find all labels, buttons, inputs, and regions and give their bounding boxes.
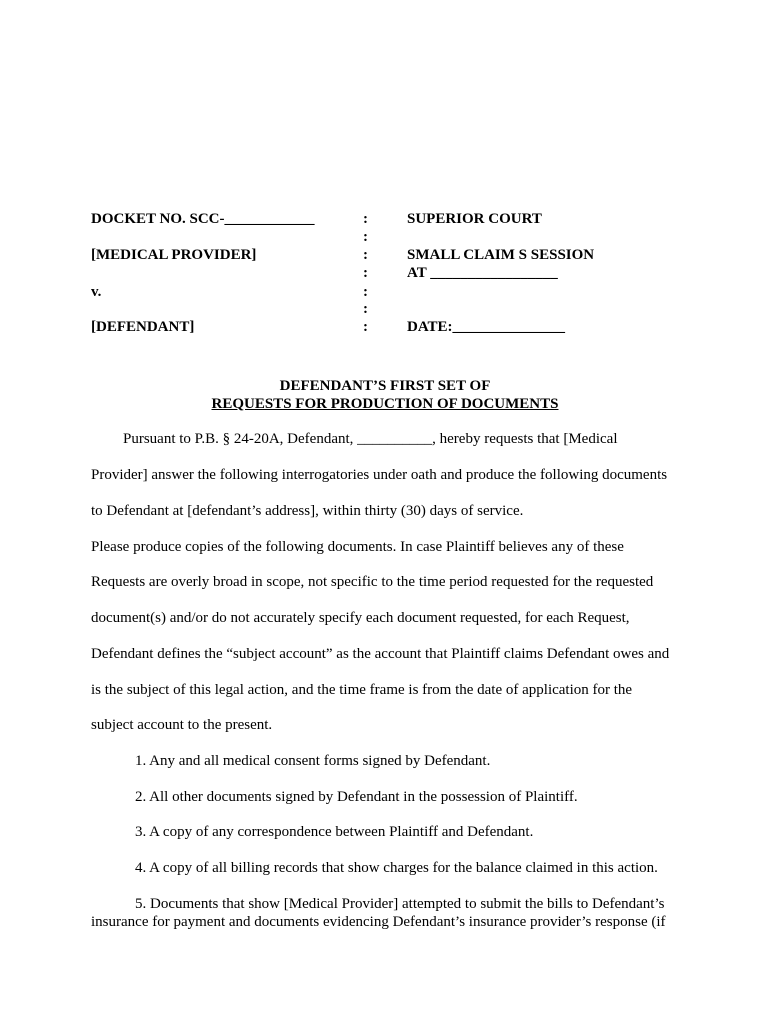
body-paragraph-line: to Defendant at [defendant’s address], within thirty (30) days of service. [91,503,524,519]
body-paragraph-line: subject account to the present. [91,717,273,733]
document-title: DEFENDANT’S FIRST SET OF [279,378,491,394]
body-paragraph-line: Please produce copies of the following documents. In case Plaintiff believes any of these [91,539,624,555]
caption-colon: : [363,211,368,227]
caption-colon: : [363,247,368,263]
request-item: 3. A copy of any correspondence between Plaintiff and Defendant. [135,824,534,840]
court-session: SMALL CLAIM S SESSION [407,247,595,263]
body-paragraph-line: Provider] answer the following interrogatories under oath and produce the following documents [91,467,668,483]
caption-colon: : [363,284,368,300]
request-item: 5. Documents that show [Medical Provider] attempted to submit the bills to Defendant’s [135,896,665,912]
versus-label: v. [91,284,102,300]
body-paragraph-line: is the subject of this legal action, and the time frame is from the date of application for the [91,682,633,698]
body-paragraph-line: Defendant defines the “subject account” as the account that Plaintiff claims Defendant owes and [91,646,670,662]
request-item: 1. Any and all medical consent forms signed by Defendant. [135,753,491,769]
plaintiff-name: [MEDICAL PROVIDER] [91,247,257,263]
request-item-continued: insurance for payment and documents evidencing Defendant’s insurance provider’s response (if [91,914,666,930]
document-date: DATE:_______________ [407,319,566,335]
request-item: 2. All other documents signed by Defendant in the possession of Plaintiff. [135,789,578,805]
body-paragraph-line: Requests are overly broad in scope, not specific to the time period requested for the requested [91,574,654,590]
document-subtitle-text: REQUESTS FOR PRODUCTION OF DOCUMENTS [211,396,559,412]
court-location: AT _________________ [407,265,558,281]
defendant-name: [DEFENDANT] [91,319,195,335]
caption-colon: : [363,265,368,281]
court-name: SUPERIOR COURT [407,211,542,227]
caption-colon: : [363,301,368,317]
body-paragraph-line: Pursuant to P.B. § 24-20A, Defendant, __________, hereby requests that [Medical [123,431,618,447]
caption-colon: : [363,229,368,245]
document-subtitle [0,395,770,413]
body-paragraph-line: document(s) and/or do not accurately specify each document requested, for each Request, [91,610,630,626]
request-item: 4. A copy of all billing records that show charges for the balance claimed in this action. [135,860,658,876]
docket-number: DOCKET NO. SCC-____________ [91,211,315,227]
caption-colon: : [363,319,368,335]
